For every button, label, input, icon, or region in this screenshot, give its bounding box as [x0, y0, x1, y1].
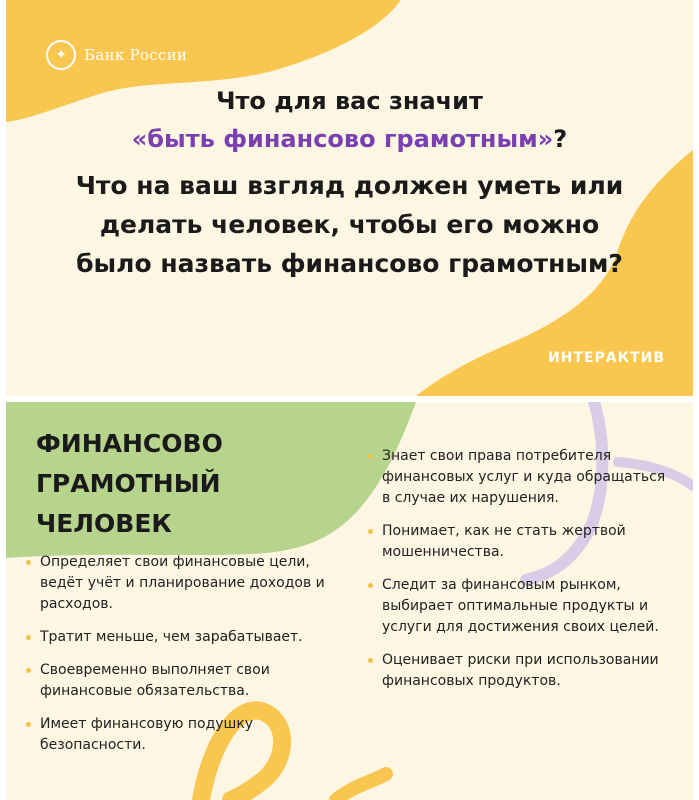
yellow-squiggle-tail: [336, 774, 386, 800]
bullet-icon: [368, 454, 373, 459]
list-item-text: Имеет финансовую подушку безопасности.: [40, 716, 254, 753]
list-item: [24, 714, 350, 756]
question-highlight: «быть финансово грамотным»: [131, 125, 554, 153]
left-bullet-list: [24, 552, 350, 768]
slide2-title-line1: ФИНАНСОВО: [36, 429, 223, 458]
right-bullet-list: [366, 446, 666, 704]
list-item-text: Тратит меньше, чем зарабатывает.: [40, 629, 303, 645]
list-item-text: Определяет свои финансовые цели, ведёт учёт и планирование доходов и расходов.: [40, 554, 325, 612]
bank-logo-text: Банк России: [84, 46, 188, 64]
bullet-icon: [368, 583, 373, 588]
bank-logo: [46, 40, 187, 70]
list-item-text: Понимает, как не стать жертвой мошенничества.: [382, 523, 626, 560]
bullet-icon: [368, 658, 373, 663]
bullet-icon: [26, 668, 31, 673]
list-item-text: Своевременно выполняет свои финансовые обязательства.: [40, 662, 270, 699]
list-item: [24, 552, 350, 615]
list-item: [366, 575, 666, 638]
slide2-title-line2: ГРАМОТНЫЙ: [36, 469, 221, 498]
list-item-text: Знает свои права потребителя финансовых услуг и куда обращаться в случае их нарушения.: [382, 448, 666, 506]
list-item: [366, 650, 666, 692]
question-mark: ?: [553, 125, 568, 153]
bullet-icon: [26, 635, 31, 640]
question-secondary: [6, 166, 693, 283]
list-item-text: Оценивает риски при использовании финансовых продуктов.: [382, 652, 659, 689]
list-item-text: Следит за финансовым рынком, выбирает оптимальные продукты и услуги для достижения своих целей.: [382, 577, 659, 635]
question-secondary-line2: делать человек, чтобы его можно: [99, 210, 600, 239]
question-primary: [6, 82, 693, 158]
list-item: [24, 627, 350, 648]
question-secondary-line1: Что на ваш взгляд должен уметь или: [75, 171, 624, 200]
bullet-icon: [368, 529, 373, 534]
bullet-icon: [26, 722, 31, 727]
question-secondary-line3: было назвать финансово грамотным?: [76, 249, 623, 278]
interactive-label: ИНТЕРАКТИВ: [547, 350, 665, 366]
bullet-icon: [26, 560, 31, 565]
list-item: [366, 521, 666, 563]
slide-financially-literate-person: [6, 402, 693, 800]
list-item: [24, 660, 350, 702]
slide-interactive-question: [6, 0, 693, 396]
question-primary-line1: Что для вас значит: [216, 87, 483, 115]
list-item: [366, 446, 666, 509]
question-primary-line2: [6, 120, 693, 158]
eagle-emblem-icon: ✦: [46, 40, 76, 70]
slide2-title-line3: ЧЕЛОВЕК: [36, 509, 172, 538]
slide2-title: [36, 424, 223, 544]
